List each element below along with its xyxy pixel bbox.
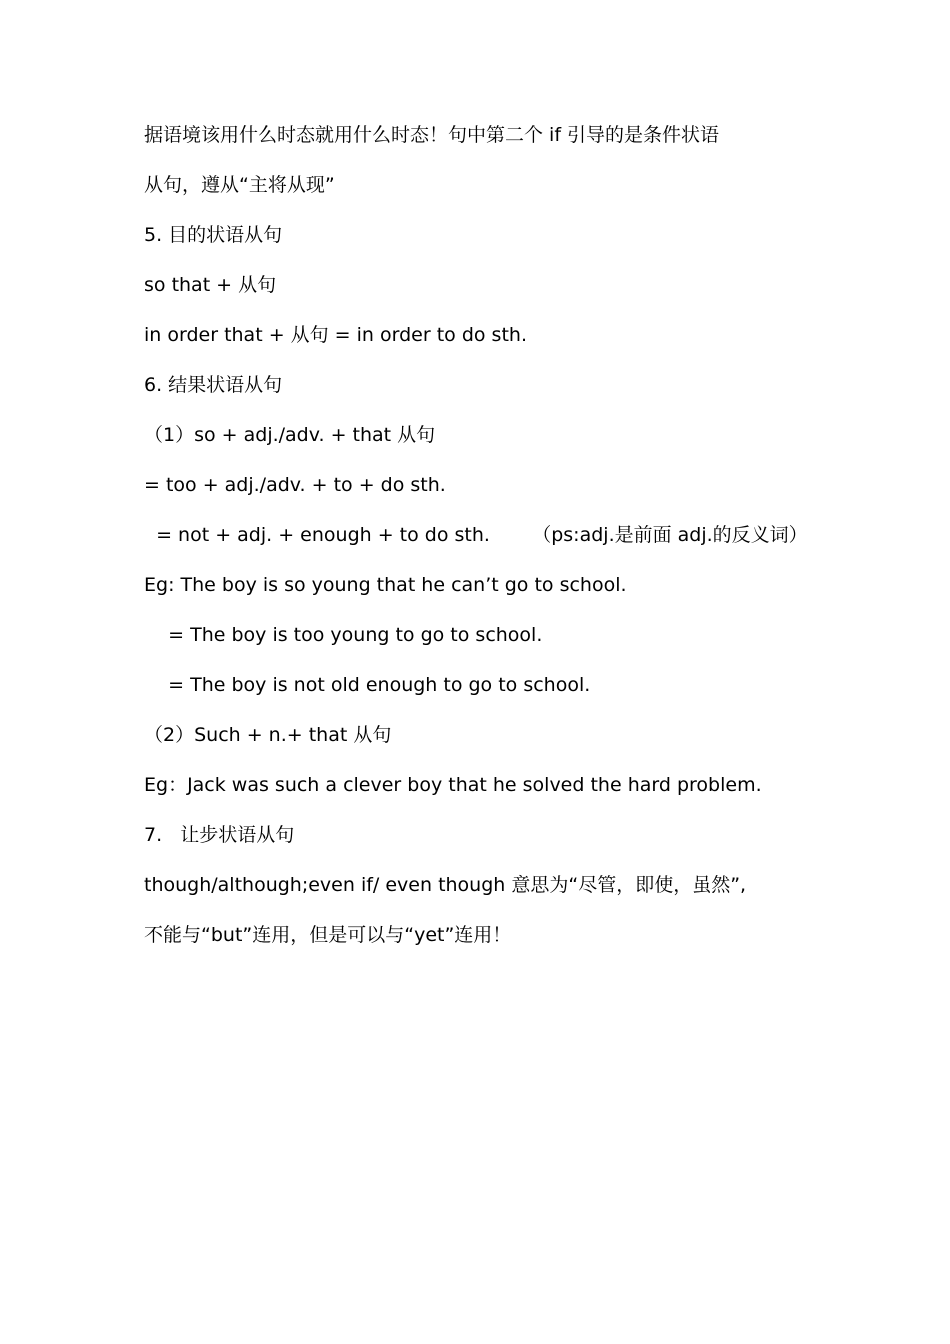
text-line-too-adj: = too + adj./adv. + to + do sth.	[144, 474, 446, 496]
text-line-but-yet: 不能与“but”连用，但是可以与“yet”连用！	[144, 924, 512, 946]
text-line-2: 从句，遵从“主将从现”	[144, 174, 335, 196]
text-line-1: 据语境该用什么时态就用什么时态！句中第二个 if 引导的是条件状语	[144, 124, 720, 146]
text-line-such-that: （2）Such + n.+ that 从句	[144, 724, 392, 746]
example-line-1: Eg: The boy is so young that he can’t go to school.	[144, 574, 627, 596]
heading-purpose-clause: 5. 目的状语从句	[144, 224, 283, 246]
example-line-jack: Eg：Jack was such a clever boy that he solved the hard problem.	[144, 774, 762, 796]
text-line-so-adj-that: （1）so + adj./adv. + that 从句	[144, 424, 436, 446]
text-line-though: though/although;even if/ even though 意思为“尽管，即使，虽然”,	[144, 874, 747, 896]
text-line-in-order-that: in order that + 从句 = in order to do sth.	[144, 324, 527, 346]
text-line-not-enough: = not + adj. + enough + to do sth. （ps:adj.是前面 adj.的反义词）	[144, 524, 808, 546]
text-line-so-that: so that + 从句	[144, 274, 277, 296]
example-line-3: = The boy is not old enough to go to school.	[144, 674, 591, 696]
heading-result-clause: 6. 结果状语从句	[144, 374, 283, 396]
heading-concession-clause: 7. 让步状语从句	[144, 824, 295, 846]
example-line-2: = The boy is too young to go to school.	[144, 624, 543, 646]
